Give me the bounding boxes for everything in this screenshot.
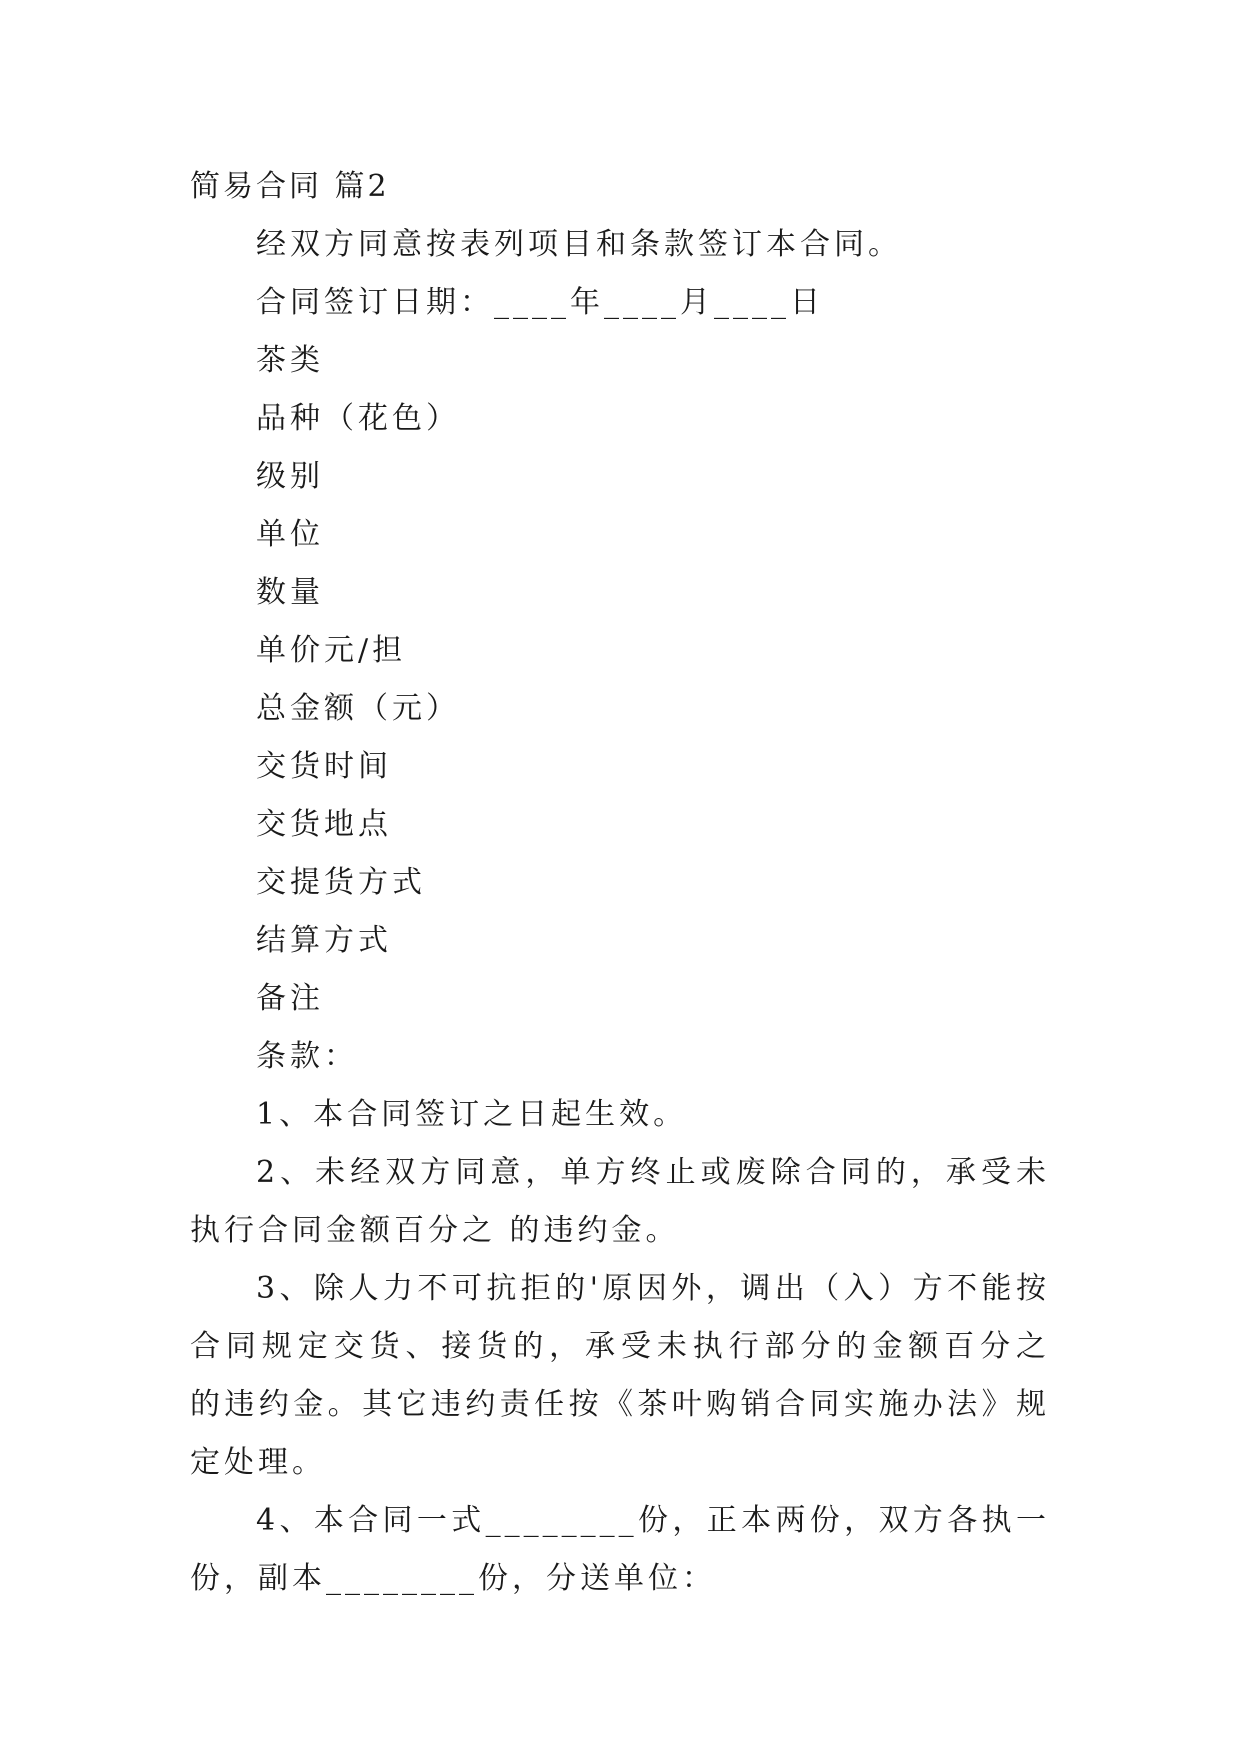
document-page xyxy=(190,158,1050,1608)
field-delivery-method: 交提货方式 xyxy=(256,865,426,900)
sign-date-line: 合同签订日期：____年____月____日 xyxy=(256,285,824,320)
clauses-heading: 条款： xyxy=(256,1039,358,1074)
field-tea-type: 茶类 xyxy=(256,343,324,378)
clause-1: 1、本合同签订之日起生效。 xyxy=(256,1097,688,1132)
field-total-amount: 总金额（元） xyxy=(256,691,460,726)
intro-text: 经双方同意按表列项目和条款签订本合同。 xyxy=(256,227,902,262)
field-quantity: 数量 xyxy=(256,575,324,610)
field-grade: 级别 xyxy=(256,459,324,494)
field-variety: 品种（花色） xyxy=(256,401,460,436)
field-settlement-method: 结算方式 xyxy=(256,923,392,958)
field-delivery-place: 交货地点 xyxy=(256,807,392,842)
clause-4: 4、本合同一式________份，正本两份，双方各执一份，副本________份，分送单位： xyxy=(190,1503,1050,1596)
clause-3: 3、除人力不可抗拒的'原因外，调出（入）方不能按合同规定交货、接货的，承受未执行部分的金额百分之 的违约金。其它违约责任按《茶叶购销合同实施办法》规定处理。 xyxy=(190,1271,1050,1480)
field-unit: 单位 xyxy=(256,517,324,552)
clause-2: 2、未经双方同意，单方终止或废除合同的，承受未执行合同金额百分之 的违约金。 xyxy=(190,1155,1050,1248)
field-unit-price: 单价元/担 xyxy=(256,633,407,668)
field-remarks: 备注 xyxy=(256,981,324,1016)
field-delivery-time: 交货时间 xyxy=(256,749,392,784)
document-title: 简易合同 篇2 xyxy=(190,169,390,204)
